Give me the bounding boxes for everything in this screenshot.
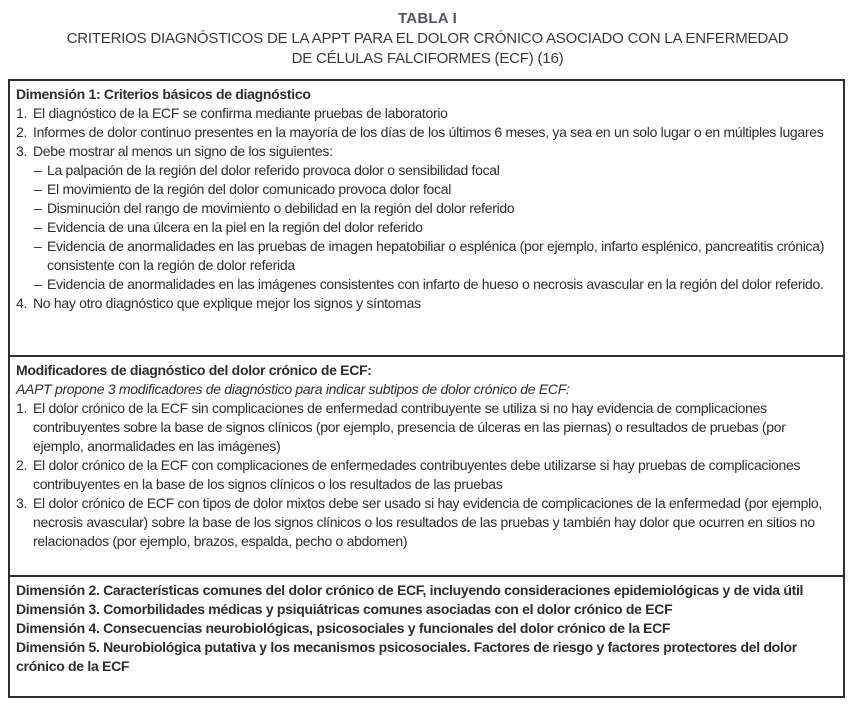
sub-list-item (34, 180, 836, 199)
sub-list-item (34, 161, 836, 180)
list-item-text: El diagnóstico de la ECF se confirma mediante pruebas de laboratorio (33, 105, 448, 121)
list-item (16, 294, 836, 313)
criteria-table (8, 79, 845, 698)
section-dimension-1 (10, 81, 843, 357)
table-subtitle-line-2: DE CÉLULAS FALCIFORMES (ECF) (16) (291, 50, 564, 67)
sub-list-item-text: El movimiento de la región del dolor comunicado provoca dolor focal (47, 181, 452, 197)
dash-marker: – (34, 219, 42, 235)
sub-list-item-text: Evidencia de una úlcera en la piel en la región del dolor referido (47, 219, 423, 235)
dash-marker: – (34, 162, 42, 178)
table-caption (0, 8, 855, 69)
list-item-marker: 2. (16, 124, 28, 140)
section-modifiers (10, 357, 843, 577)
dimension-2-line: Dimensión 2. Características comunes del dolor crónico de ECF, incluyendo consideraciones epidemiológicas y de vida útil (16, 582, 804, 598)
list-item-marker: 3. (16, 495, 28, 511)
list-item-text: Debe mostrar al menos un signo de los siguientes: (33, 143, 333, 159)
list-item-marker: 4. (16, 295, 28, 311)
dimension-3-line: Dimensión 3. Comorbilidades médicas y psiquiátricas comunes asociadas con el dolor crónico de ECF (16, 601, 673, 617)
sub-list-item-text: Evidencia de anormalidades en las imágenes consistentes con infarto de hueso o necrosis avascular en la región del dolor referido. (47, 276, 824, 292)
section-2-heading: Modificadores de diagnóstico del dolor crónico de ECF: (16, 362, 372, 378)
dimension-5-line: Dimensión 5. Neurobiológica putativa y los mecanismos psicosociales. Factores de riesgo y factores protectores del dolor crónico de la ECF (16, 639, 797, 674)
list-item-text: El dolor crónico de ECF con tipos de dolor mixtos debe ser usado si hay evidencia de complicaciones de la enfermedad (por ejemplo, necrosis avascular) sobre la base de los signos clínicos o los resultados de las pruebas y también hay dolor que ocurren en sitios no relacionados (por ejemplo, brazos, espalda, pecho o abdomen) (33, 495, 823, 549)
list-item-marker: 3. (16, 143, 28, 159)
sub-list-item (34, 218, 836, 237)
list-item (16, 104, 836, 123)
section-2-subheading: AAPT propone 3 modificadores de diagnóstico para indicar subtipos de dolor crónico de ECF: (16, 381, 570, 397)
list-item-marker: 2. (16, 457, 28, 473)
list-item-text: El dolor crónico de la ECF con complicaciones de enfermedades contribuyentes debe utilizarse si hay pruebas de complicaciones contribuyentes en la base de los signos clínicos o los resultados de las pruebas (33, 457, 801, 492)
dimension-4-line: Dimensión 4. Consecuencias neurobiológicas, psicosociales y funcionales del dolor crónico de la ECF (16, 620, 671, 636)
dash-marker: – (34, 200, 42, 216)
dash-marker: – (34, 181, 42, 197)
list-item (16, 399, 836, 456)
list-item (16, 123, 836, 142)
dash-marker: – (34, 276, 42, 292)
sub-list-item (34, 275, 836, 294)
sub-list-item-text: Evidencia de anormalidades en las pruebas de imagen hepatobiliar o esplénica (por ejemplo, infarto esplénico, pancreatitis crónica) consistente con la región de dolor referida (47, 238, 825, 273)
sub-list-item-text: Disminución del rango de movimiento o debilidad en la región del dolor referido (47, 200, 515, 216)
list-item-marker: 1. (16, 105, 28, 121)
section-1-heading: Dimensión 1: Criterios básicos de diagnóstico (16, 86, 311, 102)
section-dimensions-2-5 (10, 577, 843, 696)
sub-list-item (34, 237, 836, 275)
list-item-text: Informes de dolor continuo presentes en la mayoría de los días de los últimos 6 meses, ya sea en un solo lugar o en múltiples lugares (33, 124, 824, 140)
list-item (16, 142, 836, 161)
list-item (16, 494, 836, 551)
table-subtitle-line-1: CRITERIOS DIAGNÓSTICOS DE LA APPT PARA EL DOLOR CRÓNICO ASOCIADO CON LA ENFERMEDAD (66, 30, 789, 47)
sub-list-item-text: La palpación de la región del dolor referido provoca dolor o sensibilidad focal (47, 162, 500, 178)
list-item-marker: 1. (16, 400, 28, 416)
sub-list-item (34, 199, 836, 218)
list-item (16, 456, 836, 494)
dash-marker: – (34, 238, 42, 254)
list-item-text: No hay otro diagnóstico que explique mejor los signos y síntomas (33, 295, 421, 311)
list-item-text: El dolor crónico de la ECF sin complicaciones de enfermedad contribuyente se utiliza si no hay evidencia de complicaciones contribuyentes sobre la base de signos clínicos (por ejemplo, presencia de úlceras en las piernas) o resultados de pruebas (por ejemplo, anormalidades en las imágenes) (33, 400, 786, 454)
table-title: TABLA I (398, 10, 457, 27)
